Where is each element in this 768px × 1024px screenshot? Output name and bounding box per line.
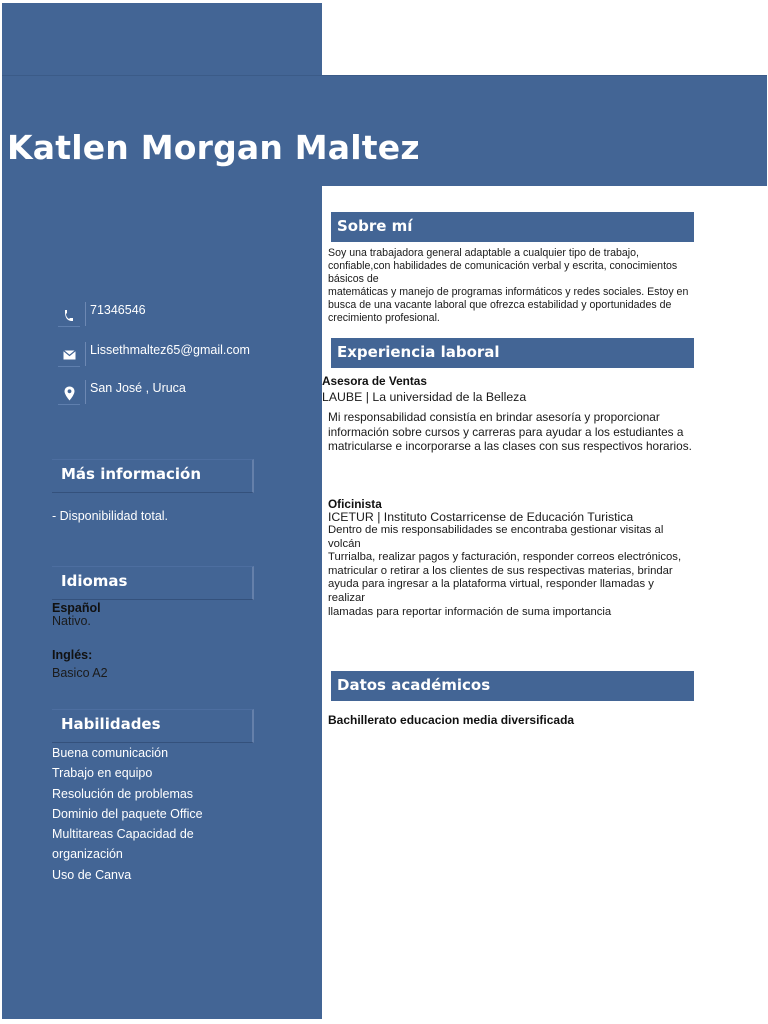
about-title: Sobre mí — [337, 217, 413, 235]
contact-divider — [85, 342, 86, 366]
candidate-name: Katlen Morgan Maltez — [7, 128, 420, 167]
job-organization: ICETUR | Instituto Costarricense de Educación Turistica — [328, 510, 634, 524]
education-heading — [331, 671, 694, 701]
contact-divider — [85, 302, 86, 326]
about-line: Soy una trabajadora general adaptable a cualquier tipo de trabajo, — [328, 247, 639, 259]
skills-title: Habilidades — [61, 715, 161, 733]
about-line: matemáticas y manejo de programas informáticos y redes sociales. Estoy en — [328, 285, 689, 298]
about-text — [328, 247, 728, 324]
degree-text: Bachillerato educacion media diversificada — [328, 713, 575, 727]
about-line: crecimiento profesional. — [328, 311, 440, 324]
languages-title: Idiomas — [61, 572, 128, 590]
job-description-line: Mi responsabilidad consistía en brindar asesoría y proporcionar — [328, 410, 660, 424]
skill-item: Trabajo en equipo — [52, 766, 153, 781]
about-line: básicos de — [328, 272, 379, 285]
availability-text: - Disponibilidad total. — [52, 509, 169, 523]
more-info-heading — [52, 459, 254, 493]
about-line: confiable,con habilidades de comunicación verbal y escrita, conocimientos — [328, 259, 678, 272]
job-description-line: información sobre cursos y carreras para ayudar a los estudiantes a — [328, 424, 684, 439]
location-text: San José , Uruca — [90, 381, 186, 395]
experience-heading — [331, 338, 694, 368]
about-line: busca de una vacante laboral que ofrezca estabilidad y oportunidades de — [328, 298, 672, 311]
job-description-line: matricularse e incorporarse a las clases con sus respectivos horarios. — [328, 439, 692, 453]
about-heading — [331, 212, 694, 242]
job-description-line: Dentro de mis responsabilidades se encontraba gestionar visitas al — [328, 524, 664, 536]
job-description — [328, 524, 681, 619]
contact-divider — [85, 380, 86, 404]
language-level: Basico A2 — [52, 666, 108, 680]
skill-item: Resolución de problemas — [52, 786, 194, 801]
job-description-line: matricular o retirar a los clientes de sus respectivas materias, brindar — [328, 564, 673, 577]
job-description-line: llamadas para reportar información de suma importancia — [328, 605, 612, 618]
mail-icon — [58, 344, 80, 367]
job-description — [328, 410, 692, 454]
phone-text: 71346546 — [90, 303, 146, 317]
phone-icon — [58, 304, 80, 327]
job-description-line: realizar — [328, 591, 366, 604]
languages-heading — [52, 566, 254, 600]
more-info-title: Más información — [61, 465, 202, 483]
language-name: Inglés: — [52, 648, 93, 662]
education-title: Datos académicos — [337, 676, 491, 694]
job-description-line: Turrialba, realizar pagos y facturación, responder correos electrónicos, — [328, 551, 682, 564]
job-title: Oficinista — [328, 497, 382, 511]
skill-item: Multitareas Capacidad de organización — [52, 827, 194, 862]
job-description-line: volcán — [328, 537, 361, 550]
language-name: Español — [52, 601, 101, 615]
experience-title: Experiencia laboral — [337, 343, 500, 361]
job-description-line: ayuda para ingresar a la plataforma virtual, responder llamadas y — [328, 578, 654, 591]
job-organization: LAUBE | La universidad de la Belleza — [322, 390, 527, 404]
skill-item: Uso de Canva — [52, 867, 132, 882]
email-text[interactable]: Lissethmaltez65@gmail.com — [90, 343, 250, 357]
skills-heading — [52, 709, 254, 743]
skill-item: Dominio del paquete Office — [52, 806, 203, 821]
skills-list — [52, 743, 252, 885]
job-title: Asesora de Ventas — [322, 374, 427, 388]
location-pin-icon — [58, 382, 80, 405]
skill-item: Buena comunicación — [52, 746, 169, 760]
language-level: Nativo. — [52, 614, 91, 628]
